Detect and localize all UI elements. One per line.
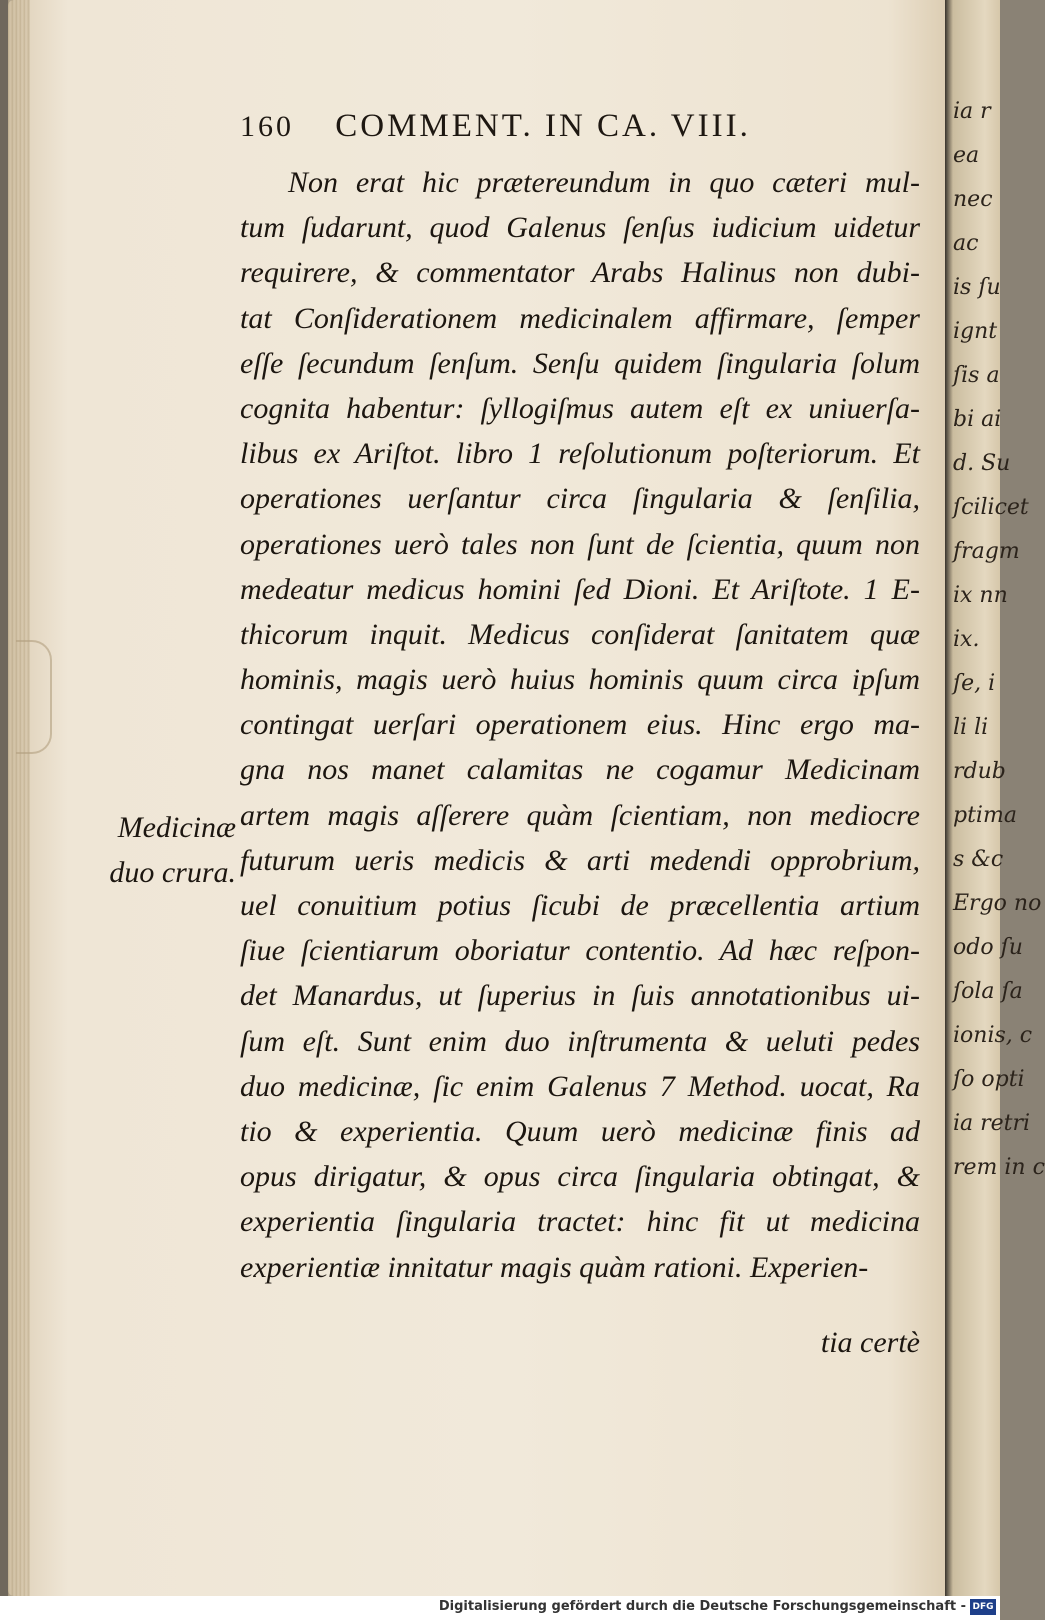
adjacent-page-fragment: bi ai: [953, 407, 1002, 432]
marginal-note: [96, 805, 236, 895]
adjacent-page-fragment: odo ſu: [953, 935, 1023, 960]
adjacent-page-fragment: ea: [953, 143, 980, 168]
adjacent-page-fragment: ignt: [953, 319, 998, 344]
main-text-block: [240, 160, 920, 1290]
text-line: uel conuitium potius ſicubi de præcellentia artium: [240, 889, 920, 922]
text-line: operationes uerò tales non ſunt de ſcientia, quum non: [240, 527, 920, 561]
adjacent-page-fragment: ia retri: [953, 1111, 1031, 1136]
adjacent-page-fragment: fragm: [953, 539, 1020, 564]
page-fore-edge: [8, 0, 30, 1596]
adjacent-page-fragment: ptima: [953, 803, 1017, 828]
text-line: libus ex Ariſtot. libro 1 reſolutionum poſteriorum. Et: [240, 437, 920, 471]
adjacent-page-fragment: ionis, c: [953, 1023, 1033, 1048]
adjacent-page-fragment: d. Su: [953, 451, 1011, 476]
text-line: contingat uerſari operationem eius. Hinc ergo ma-: [240, 708, 920, 742]
running-title: COMMENT. IN CA. VIII.: [335, 108, 751, 144]
adjacent-page-fragment: ac: [953, 231, 979, 256]
text-line: cognita habentur: ſyllogiſmus autem eſt ex uniuerſa-: [240, 391, 920, 425]
adjacent-page-fragment: ſcilicet: [953, 495, 1029, 520]
text-line: artem magis aſſerere quàm ſcientiam, non mediocre: [240, 798, 920, 832]
adjacent-page-fragment: li li: [953, 715, 989, 740]
text-line: duo medicinæ, ſic enim Galenus 7 Method. uocat, Ra: [240, 1069, 920, 1103]
running-header: [240, 108, 751, 145]
footer-bar: [0, 1596, 1000, 1620]
text-line: Non erat hic prætereundum in quo cæteri mul-: [288, 166, 920, 199]
text-line: tum ſudarunt, quod Galenus ſenſus iudicium uidetur: [240, 211, 920, 245]
adjacent-page-fragment: ia r: [953, 99, 991, 124]
text-line: medeatur medicus homini ſed Dioni. Et Ariſtote. 1 E-: [240, 572, 920, 606]
text-line: tat Conſiderationem medicinalem affirmare, ſemper: [240, 301, 920, 335]
adjacent-page-fragment: nec: [953, 187, 993, 212]
text-line: ſum eſt. Sunt enim duo inſtrumenta & ueluti pedes: [240, 1024, 920, 1058]
adjacent-page-fragment: ſo opti: [953, 1067, 1025, 1092]
text-line: futurum ueris medicis & arti medendi opprobrium,: [240, 843, 920, 877]
folio-number: 160: [240, 110, 294, 143]
adjacent-page-fragment: is ſu: [953, 275, 1001, 300]
text-line: experientia ſingularia tractet: hinc fit ut medicina: [240, 1205, 920, 1239]
text-line: hominis, magis uerò huius hominis quum circa ipſum: [240, 663, 920, 697]
text-line: thicorum inquit. Medicus conſiderat ſanitatem quæ: [240, 617, 920, 651]
text-line: eſſe ſecundum ſenſum. Senſu quidem ſingularia ſolum: [240, 346, 920, 380]
adjacent-page-fragment: ſis a: [953, 363, 1000, 388]
adjacent-page-fragment: s &c: [953, 847, 1004, 872]
adjacent-page-fragment: ix.: [953, 627, 980, 652]
text-line: ſiue ſcientiarum oboriatur contentio. Ad hæc reſpon-: [240, 934, 920, 968]
text-line: operationes uerſantur circa ſingularia & ſenſilia,: [240, 482, 920, 516]
marginal-note-line: Medicinæ: [117, 811, 236, 844]
adjacent-page-text: [953, 90, 1045, 1190]
adjacent-page-fragment: ſe, i: [953, 671, 996, 696]
adjacent-page-fragment: rdub: [953, 759, 1006, 784]
text-line: tio & experientia. Quum uerò medicinæ finis ad: [240, 1114, 920, 1148]
adjacent-page-fragment: rem in c: [953, 1155, 1045, 1180]
adjacent-page-fragment: ix nn: [953, 583, 1008, 608]
catchword: tia certè: [820, 1326, 920, 1359]
adjacent-page-fragment: Ergo no: [953, 891, 1042, 916]
binding-mark: [16, 640, 52, 754]
text-line: opus dirigatur, & opus circa ſingularia obtingat, &: [240, 1160, 920, 1194]
marginal-note-line: duo crura.: [109, 856, 236, 889]
funding-credit: Digitalisierung gefördert durch die Deutsche Forschungsgemeinschaft -: [438, 1599, 966, 1614]
dfg-logo-icon: DFG: [970, 1599, 996, 1615]
text-line: det Manardus, ut ſuperius in ſuis annotationibus ui-: [240, 979, 920, 1013]
text-line: requirere, & commentator Arabs Halinus non dubi-: [240, 256, 920, 290]
text-line: experientiæ innitatur magis quàm rationi. Experien-: [240, 1250, 869, 1284]
adjacent-page-fragment: ſola ſa: [953, 979, 1023, 1004]
text-line: gna nos manet calamitas ne cogamur Medicinam: [240, 753, 920, 787]
